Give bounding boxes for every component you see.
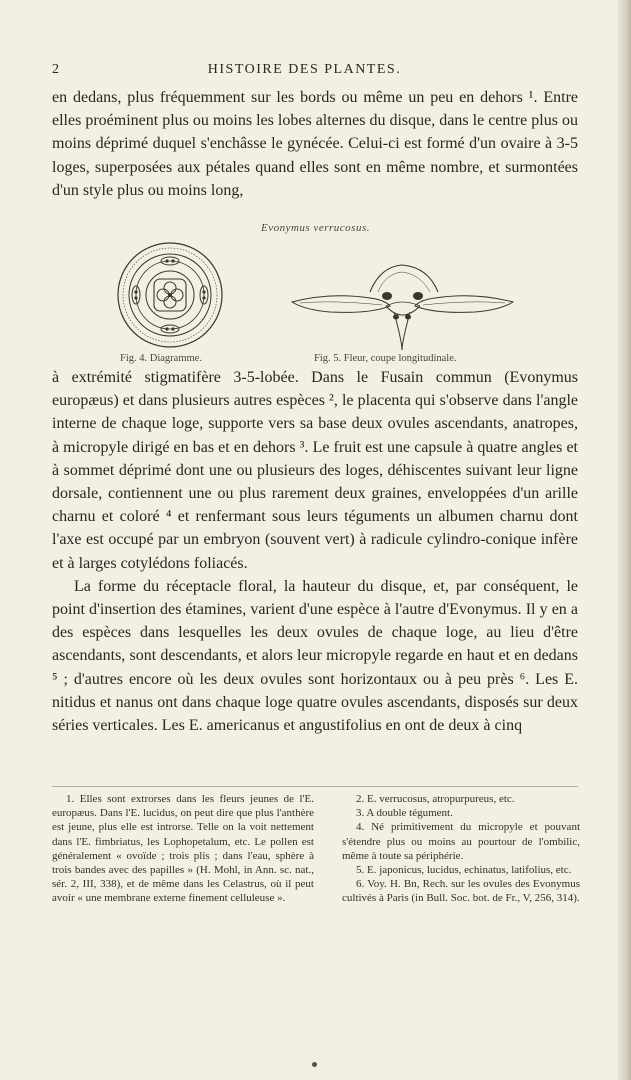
flower-section-figure bbox=[290, 262, 515, 352]
body-text-bottom bbox=[52, 366, 578, 737]
floral-diagram-figure bbox=[110, 240, 230, 350]
page-header bbox=[52, 62, 557, 82]
paragraph-3: La forme du réceptacle floral, la hauteur du disque, et, par conséquent, le point d'insertion des étamines, varient d'une espèce à l'autre d'Evonymus. Il y en a des espèces dans lesquelles les deux ovules de chaque loge, au lieu d'être ascendants, sont descendants, et alors leur micropyle regarde en haut et en dedans ⁵ ; d'autres encore où les deux ovules sont horizontaux ou à peu près ⁶. Les E. nitidus et nanus ont dans chaque loge quatre ovules ascendants, disposés sur deux séries verticales. Les E. americanus et angustifolius en ont de deux à cinq bbox=[52, 577, 578, 735]
page-spine-shadow bbox=[617, 0, 631, 1080]
footnotes-left-column bbox=[52, 792, 314, 906]
page-number: 2 bbox=[52, 62, 59, 77]
running-title: HISTOIRE DES PLANTES. bbox=[207, 62, 402, 77]
figure-5-caption: Fig. 5. Fleur, coupe longitudinale. bbox=[314, 353, 457, 364]
footnote-2: 2. E. verrucosus, atropurpureus, etc. bbox=[356, 793, 515, 805]
figure-title: Evonymus verrucosus. bbox=[261, 222, 370, 234]
footnote-1: 1. Elles sont extrorses dans les fleurs jeunes de l'E. europæus. Dans l'E. lucidus, on peut dire que plus l'anthère est jeune, plus elle est introrse. Telle on la voit nettement dans l'E. fimbriatus, les Lophopetalum, etc. Le pollen est généralement « ovoïde ; trois plis ; dans l'eau, sphère à trois bandes avec des papilles » (H. Mohl, in Ann. sc. nat., sér. 2, III, 338), et de même dans les Celastrus, où il peut avoir « une membrane externe finement celluleuse ». bbox=[52, 793, 314, 905]
body-text-top bbox=[52, 86, 578, 202]
paragraph-1: en dedans, plus fréquemment sur les bords ou même un peu en dehors ¹. Entre elles proéminent plus ou moins les lobes alternes du disque, dans le centre plus ou moins déprimé duquel s'enchâsse le gynécée. Celui-ci est formé d'un ovaire à 3-5 loges, superposées aux pétales quand elles sont en même nombre, et surmontées d'un style plus ou moins long, bbox=[52, 89, 578, 199]
paragraph-2: à extrémité stigmatifère 3-5-lobée. Dans le Fusain commun (Evonymus europæus) et dans plusieurs autres espèces ², le placenta qui s'observe dans l'angle interne de chaque loge, supporte vers sa base deux ovules ascendants, anatropes, à micropyle dirigé en bas et en dehors ³. Le fruit est une capsule à quatre angles et à sommet déprimé dont une ou plusieurs des loges, déhiscentes suivant leur ligne dorsale, contiennent une ou plus rarement deux graines, enveloppées d'un arille charnu et coloré ⁴ et renfermant sous leurs téguments un albumen charnu dont l'axe est occupé par un embryon (souvent vert) à radicule cylindro-conique infère et à larges cotylédons foliacés. bbox=[52, 369, 578, 572]
footnote-4: 4. Né primitivement du micropyle et pouvant s'étendre plus ou moins au pourtour de l'ombilic, même à toute sa périphérie. bbox=[342, 821, 580, 862]
footnote-divider bbox=[52, 786, 578, 787]
footnote-6: 6. Voy. H. Bn, Rech. sur les ovules des Evonymus cultivés à Paris (in Bull. Soc. bot. de Fr., V, 256, 314). bbox=[342, 878, 580, 905]
footnote-3: 3. A double tégument. bbox=[356, 807, 453, 820]
page-dot-mark bbox=[312, 1062, 317, 1067]
footnote-5: 5. E. japonicus, lucidus, echinatus, latifolius, etc. bbox=[356, 864, 572, 877]
footnotes-right-column bbox=[342, 792, 580, 906]
figure-4-caption: Fig. 4. Diagramme. bbox=[120, 353, 202, 364]
